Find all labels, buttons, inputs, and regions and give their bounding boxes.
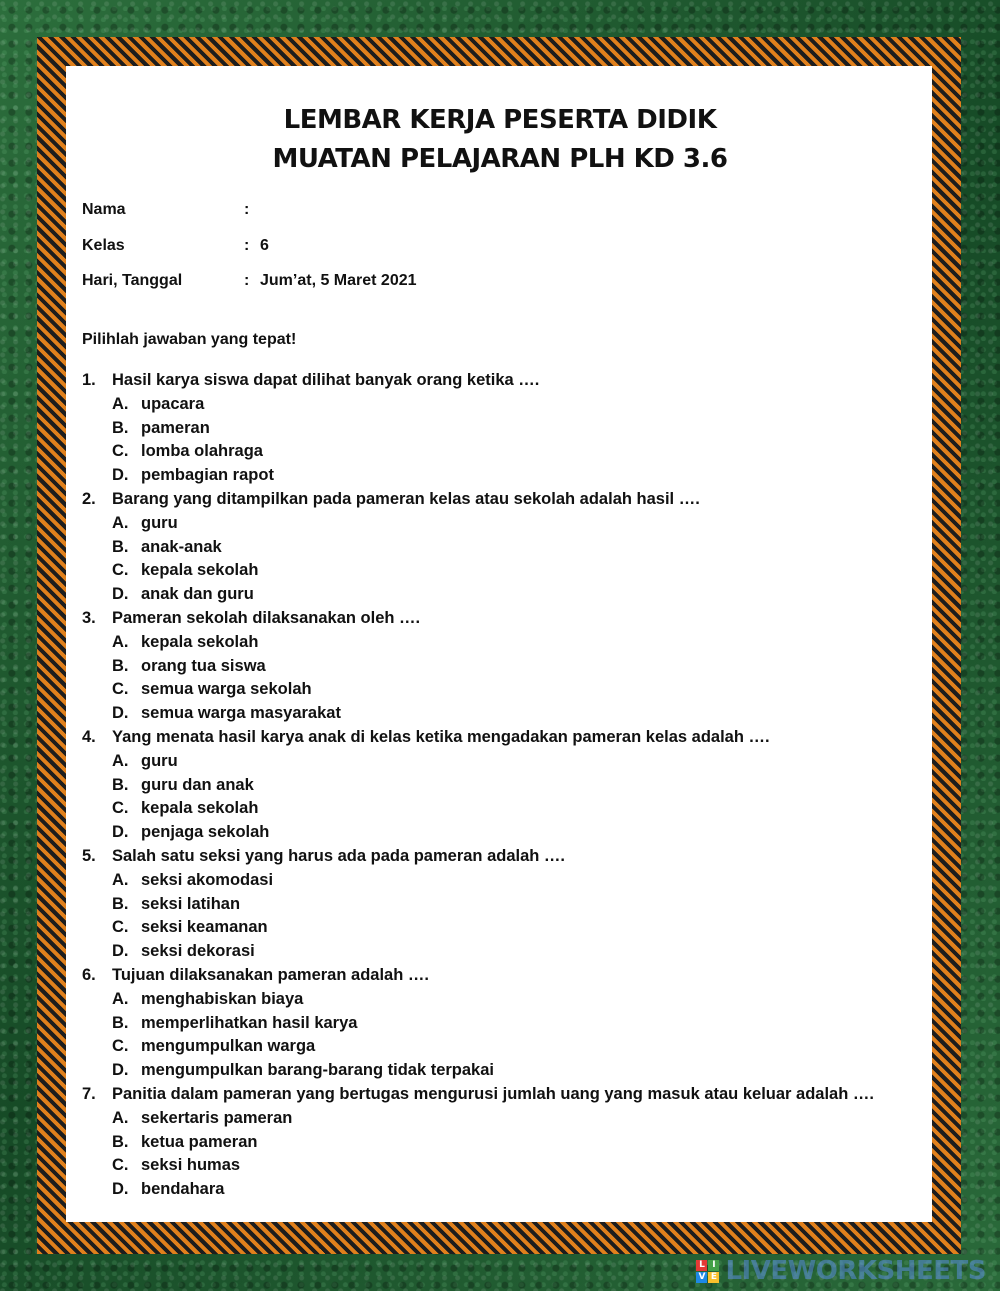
answer-option <box>82 1154 922 1178</box>
info-value: 6 <box>260 237 269 254</box>
option-text: seksi dekorasi <box>141 942 255 961</box>
option-letter: C. <box>112 918 129 937</box>
question-number: 1. <box>82 371 96 389</box>
question-number: 2. <box>82 489 96 508</box>
option-text: menghabiskan biaya <box>141 989 304 1008</box>
option-letter: B. <box>112 894 129 913</box>
logo-letter: E <box>708 1272 719 1283</box>
option-letter: D. <box>112 466 129 485</box>
option-text: kepala sekolah <box>141 632 259 651</box>
option-letter: B. <box>112 537 129 556</box>
answer-option <box>82 631 922 655</box>
question-list <box>82 369 922 1202</box>
option-letter: D. <box>112 942 129 961</box>
question-text: Pameran sekolah dilaksanakan oleh …. <box>112 608 421 627</box>
logo-letter: I <box>708 1260 719 1271</box>
answer-option <box>82 797 922 821</box>
answer-option <box>82 916 922 940</box>
question-3 <box>82 607 922 631</box>
liveworksheets-logo-icon <box>696 1260 719 1283</box>
option-letter: A. <box>112 513 129 532</box>
option-text: seksi latihan <box>141 894 241 913</box>
option-text: seksi akomodasi <box>141 870 274 889</box>
info-label: Kelas <box>82 237 125 254</box>
option-letter: A. <box>112 1108 129 1127</box>
page-title: LEMBAR KERJA PESERTA DIDIK <box>283 105 717 135</box>
answer-option <box>82 774 922 798</box>
option-text: kepala sekolah <box>141 799 259 818</box>
option-letter: D. <box>112 823 129 842</box>
option-text: orang tua siswa <box>141 656 266 675</box>
option-text: sekertaris pameran <box>141 1108 293 1127</box>
answer-option <box>82 1035 922 1059</box>
option-text: mengumpulkan barang-barang tidak terpakai <box>141 1061 494 1080</box>
question-number: 5. <box>82 846 96 865</box>
option-text: ketua pameran <box>141 1132 258 1151</box>
answer-option <box>82 1107 922 1131</box>
instruction: Pilihlah jawaban yang tepat! <box>82 331 297 348</box>
info-label: Nama <box>82 201 126 218</box>
option-text: upacara <box>141 394 205 413</box>
option-letter: D. <box>112 704 129 723</box>
option-text: semua warga sekolah <box>141 680 312 699</box>
option-text: mengumpulkan warga <box>141 1037 316 1056</box>
option-letter: D. <box>112 585 129 604</box>
watermark-text: LIVEWORKSHEETS <box>725 1256 986 1286</box>
page-subtitle: MUATAN PELAJARAN PLH KD 3.6 <box>272 144 728 174</box>
answer-option <box>82 559 922 583</box>
question-7 <box>82 1083 922 1107</box>
option-text: guru <box>141 513 178 532</box>
question-text: Yang menata hasil karya anak di kelas ketika mengadakan pameran kelas adalah …. <box>112 727 770 746</box>
option-text: memperlihatkan hasil karya <box>141 1013 358 1032</box>
answer-option <box>82 988 922 1012</box>
info-colon: : <box>244 201 250 218</box>
option-text: pembagian rapot <box>141 466 274 485</box>
answer-option <box>82 750 922 774</box>
question-4 <box>82 726 922 750</box>
question-6 <box>82 964 922 988</box>
question-2 <box>82 488 922 512</box>
option-text: pameran <box>141 418 210 437</box>
option-text: kepala sekolah <box>141 561 259 580</box>
answer-option <box>82 417 922 441</box>
option-letter: C. <box>112 1156 129 1175</box>
option-letter: C. <box>112 442 129 461</box>
option-letter: A. <box>112 751 129 770</box>
option-letter: D. <box>112 1061 129 1080</box>
answer-option <box>82 1012 922 1036</box>
option-text: seksi keamanan <box>141 918 268 937</box>
option-text: semua warga masyarakat <box>141 704 341 723</box>
question-text: Panitia dalam pameran yang bertugas mengurusi jumlah uang yang masuk atau keluar adalah …. <box>112 1084 874 1103</box>
option-letter: C. <box>112 561 129 580</box>
option-text: lomba olahraga <box>141 442 263 461</box>
answer-option <box>82 1059 922 1083</box>
answer-option <box>82 464 922 488</box>
answer-option <box>82 702 922 726</box>
option-text: guru dan anak <box>141 775 254 794</box>
answer-option <box>82 821 922 845</box>
option-text: anak-anak <box>141 537 222 556</box>
answer-option <box>82 1131 922 1155</box>
option-letter: A. <box>112 632 129 651</box>
answer-option <box>82 678 922 702</box>
option-letter: A. <box>112 394 129 413</box>
question-number: 3. <box>82 608 96 627</box>
answer-option <box>82 893 922 917</box>
info-label: Hari, Tanggal <box>82 272 183 289</box>
option-text: guru <box>141 751 178 770</box>
option-letter: B. <box>112 418 129 437</box>
answer-option <box>82 536 922 560</box>
option-text: seksi humas <box>141 1156 241 1175</box>
info-colon: : <box>244 237 250 254</box>
logo-letter: L <box>696 1260 707 1271</box>
info-colon: : <box>244 272 250 289</box>
question-number: 6. <box>82 965 96 984</box>
question-text: Tujuan dilaksanakan pameran adalah …. <box>112 965 429 984</box>
question-text: Hasil karya siswa dapat dilihat banyak orang ketika …. <box>112 371 540 389</box>
option-letter: A. <box>112 870 129 889</box>
question-text: Barang yang ditampilkan pada pameran kelas atau sekolah adalah hasil …. <box>112 489 700 508</box>
answer-option <box>82 1178 922 1202</box>
option-letter: D. <box>112 1180 129 1199</box>
question-text: Salah satu seksi yang harus ada pada pameran adalah …. <box>112 846 566 865</box>
question-number: 7. <box>82 1084 96 1103</box>
answer-option <box>82 440 922 464</box>
option-letter: C. <box>112 799 129 818</box>
option-letter: B. <box>112 775 129 794</box>
question-number: 4. <box>82 727 96 746</box>
answer-option <box>82 393 922 417</box>
question-5 <box>82 845 922 869</box>
question-1 <box>82 369 922 393</box>
answer-option <box>82 512 922 536</box>
option-letter: C. <box>112 1037 129 1056</box>
option-letter: B. <box>112 1013 129 1032</box>
answer-option <box>82 940 922 964</box>
answer-option <box>82 869 922 893</box>
option-text: bendahara <box>141 1180 225 1199</box>
info-tanggal <box>82 272 417 290</box>
answer-option <box>82 655 922 679</box>
info-nama <box>82 201 260 219</box>
answer-option <box>82 583 922 607</box>
option-letter: C. <box>112 680 129 699</box>
option-letter: B. <box>112 1132 129 1151</box>
logo-letter: V <box>696 1272 707 1283</box>
option-letter: B. <box>112 656 129 675</box>
liveworksheets-watermark <box>696 1256 986 1286</box>
info-kelas <box>82 237 269 255</box>
option-text: anak dan guru <box>141 585 254 604</box>
option-letter: A. <box>112 989 129 1008</box>
info-value: Jum’at, 5 Maret 2021 <box>260 272 417 289</box>
option-text: penjaga sekolah <box>141 823 270 842</box>
